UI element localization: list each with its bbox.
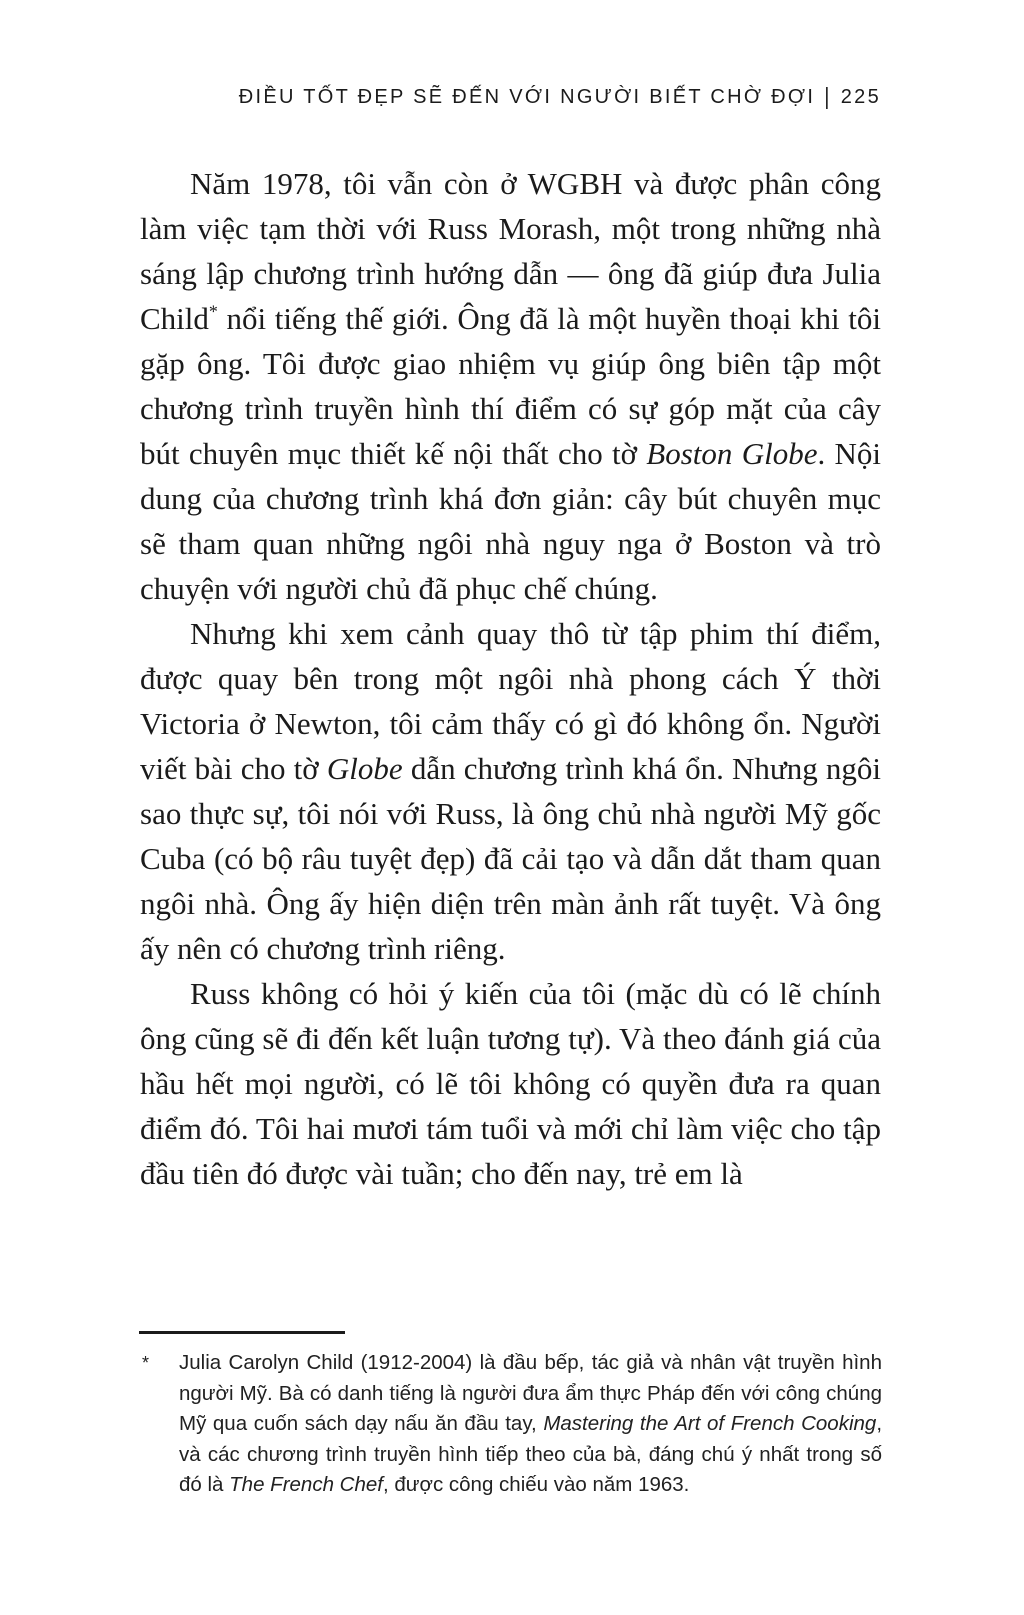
paragraph-2: Nhưng khi xem cảnh quay thô từ tập phim thí điểm, được quay bên trong một ngôi nhà phong cách Ý thời Victoria ở Newton, tôi cảm thấy có gì đó không ổn. Người viết bài cho tờ Globe dẫn chương trình khá ổn. Nhưng ngôi sao thực sự, tôi nói với Russ, là ông chủ nhà người Mỹ gốc Cuba (có bộ râu tuyệt đẹp) đã cải tạo và dẫn dắt tham quan ngôi nhà. Ông ấy hiện diện trên màn ảnh rất tuyệt. Và ông ấy nên có chương trình riêng. <box>140 616 882 966</box>
page-body <box>140 161 881 1196</box>
footnote-marker: * <box>142 1353 150 1373</box>
paragraph-3: Russ không có hỏi ý kiến của tôi (mặc dù có lẽ chính ông cũng sẽ đi đến kết luận tương tự). Và theo đánh giá của hầu hết mọi người, có lẽ tôi không có quyền đưa ra quan điểm đó. Tôi hai mươi tám tuổi và mới chỉ làm việc cho tập đầu tiên đó được vài tuần; cho đến nay, trẻ em là <box>140 976 881 1191</box>
paragraph-1: Năm 1978, tôi vẫn còn ở WGBH và được phân công làm việc tạm thời với Russ Morash, một trong những nhà sáng lập chương trình hướng dẫn — ông đã giúp đưa Julia Child* nổi tiếng thế giới. Ông đã là một huyền thoại khi tôi gặp ông. Tôi được giao nhiệm vụ giúp ông biên tập một chương trình truyền hình thí điểm có sự góp mặt của cây bút chuyên mục thiết kế nội thất cho tờ Boston Globe. Nội dung của chương trình khá đơn giản: cây bút chuyên mục sẽ tham quan những ngôi nhà nguy nga ở Boston và trò chuyện với người chủ đã phục chế chúng. <box>140 166 882 606</box>
footnote <box>140 1348 882 1501</box>
footnote-text: Julia Carolyn Child (1912-2004) là đầu bếp, tác giả và nhân vật truyền hình người Mỹ. Bà có danh tiếng là người đưa ẩm thực Pháp đến với công chúng Mỹ qua cuốn sách dạy nấu ăn đầu tay, Mastering the Art of French Cooking, và các chương trình truyền hình tiếp theo của bà, đáng chú ý nhất trong số đó là The French Chef, được công chiếu vào năm 1963. <box>179 1351 883 1496</box>
running-header <box>140 86 881 109</box>
footnote-divider <box>139 1331 345 1334</box>
header-separator: | <box>824 84 832 110</box>
page-number: 225 <box>840 86 881 108</box>
chapter-title: ĐIỀU TỐT ĐẸP SẼ ĐẾN VỚI NGƯỜI BIẾT CHỜ ĐỢI <box>238 86 816 108</box>
